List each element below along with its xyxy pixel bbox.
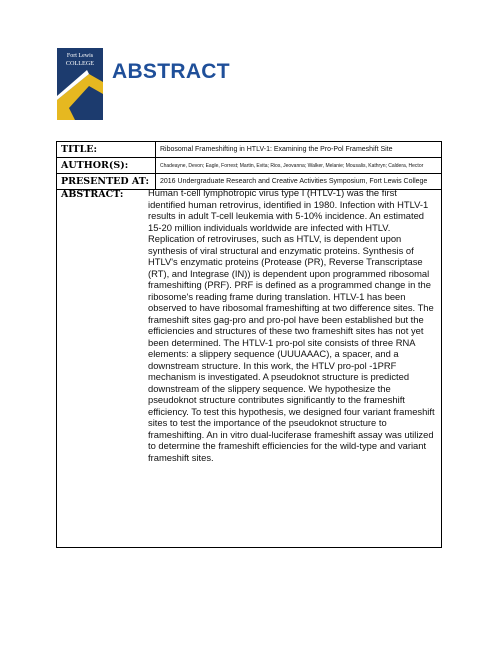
column-divider [155, 142, 156, 157]
title-label: TITLE: [61, 144, 98, 155]
logo-text-bottom: COLLEGE [65, 60, 95, 67]
abstract-text: Human t-cell lymphotropic virus type I (HTLV-1) was the first identified human retrovirus, identified in 1980. Infection with HTLV-1 results in adult T-cell leukemia with 5-10% incidence. An estimated 15-20 million individuals worldwide are infected with HTLV. Replication of retroviruses, such as HTLV, is dependent upon synthesis of viral structural and enzymatic proteins. Synthesis of HTLV's enzymatic proteins (Protease (PR), Reverse Transcriptase (RT), and Integrase (IN)) is dependent upon programmed ribosomal frameshifting (PRF). PRF is defined as a programmed change in the ribosome's reading frame during translation. HTLV-1 has been observed to have ribosomal frameshifting at two difference sites. The frameshift sites gag-pro and pro-pol have been established but the efficiencies and structures of these two frameshift sites has not yet been determined. The HTLV-1 pro-pol site consists of three RNA elements: a slippery sequence (UUUAAAC), a spacer, and a downstream structure. In this work, the HTLV pro-pol -1PRF mechanism is investigated. A pseudoknot structure is predicted downstream of the slippery sequence. We hypothesize the pseudoknot structure contributes significantly to the frameshift efficiency. To test this hypothesis, we designed four variant frameshift sites to test the importance of the pseudoknot structure to frameshifting. An in vitro dual-luciferase frameshift assay was utilized to determine the frameshift efficiencies for the wild-type and variant frameshift sites. [148, 187, 435, 463]
abstract-label: ABSTRACT: [61, 189, 124, 200]
authors-row [57, 158, 441, 174]
title-value: Ribosomal Frameshifting in HTLV-1: Examining the Pro-Pol Frameshift Site [160, 146, 393, 153]
column-divider [155, 158, 156, 173]
presented-value: 2016 Undergraduate Research and Creative Activities Symposium, Fort Lewis College [160, 178, 428, 185]
presented-label: PRESENTED AT: [61, 176, 150, 187]
authors-value: Chadeayne, Devon; Eagle, Forrest; Martin, Evita; Rios, Jeovanna; Walker, Melanie; Mousalis, Kathryn; Caldera, Hector [160, 163, 424, 169]
authors-label: AUTHOR(S): [61, 160, 129, 171]
title-row [57, 142, 441, 158]
fort-lewis-college-logo [57, 48, 103, 120]
logo-text-top: Fort Lewis [66, 53, 94, 59]
info-table [56, 141, 442, 548]
abstract-heading: ABSTRACT [112, 60, 230, 83]
